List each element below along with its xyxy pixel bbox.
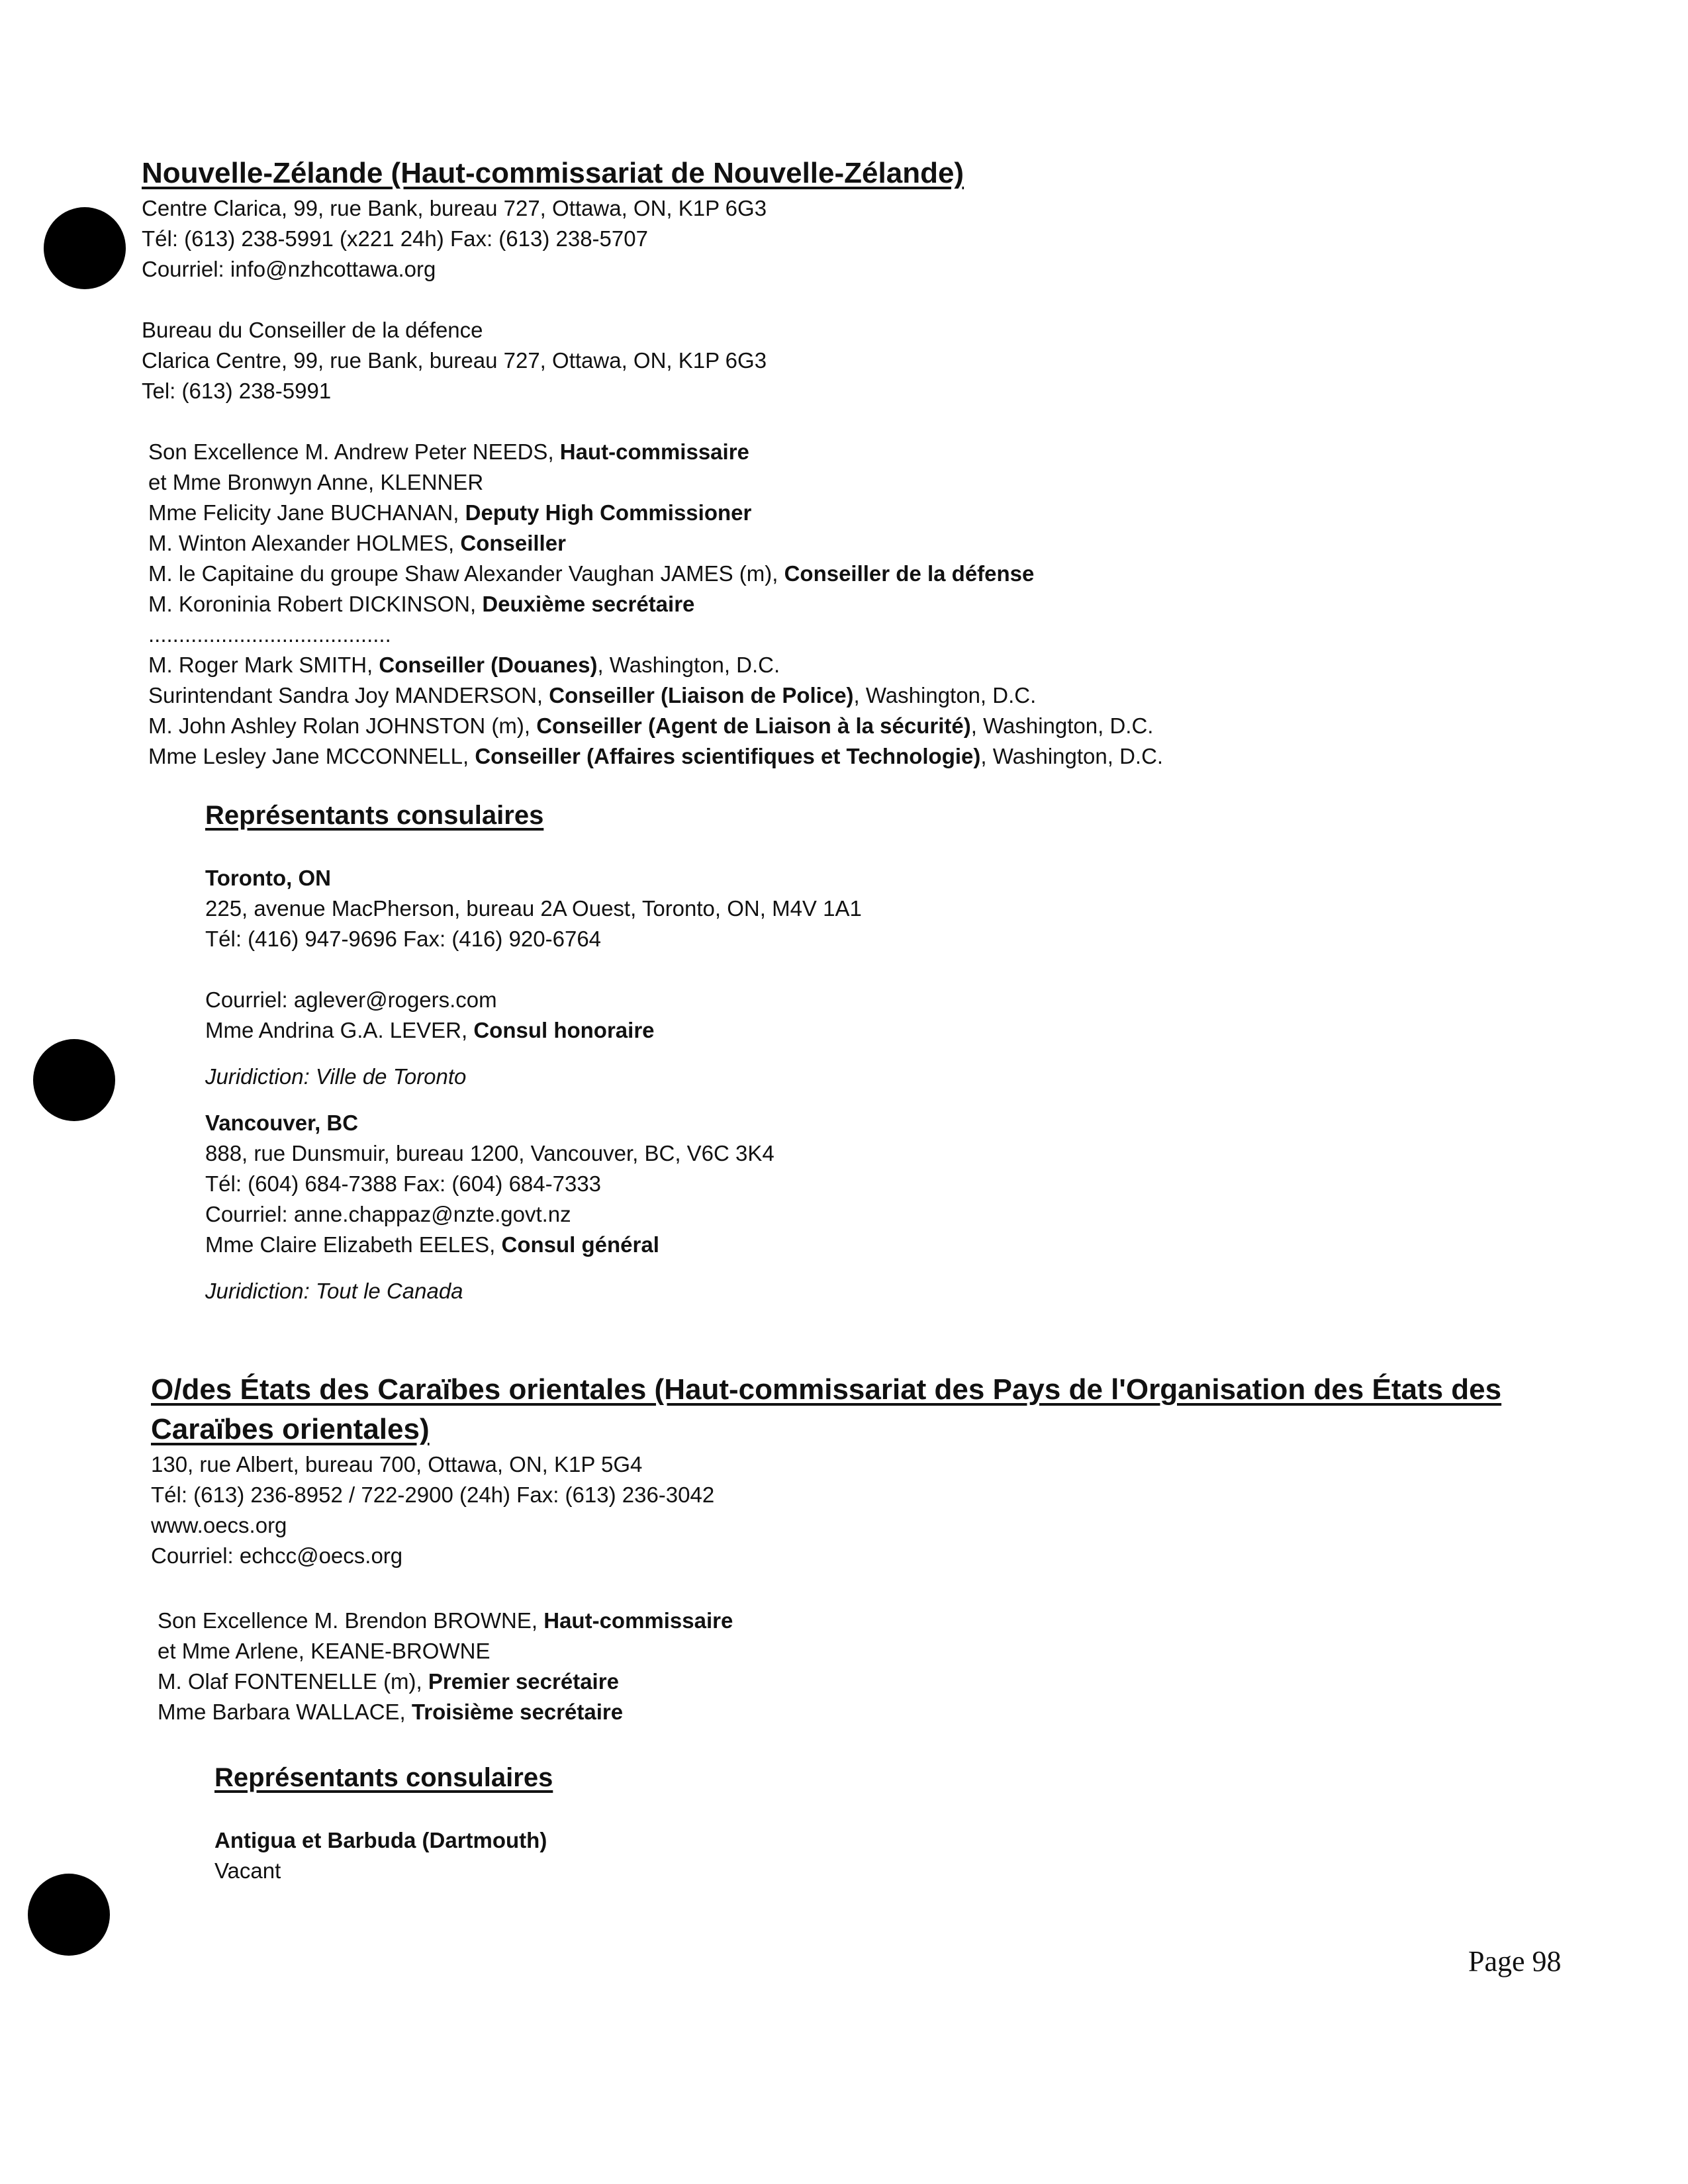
toronto-tel: Tél: (416) 947-9696 Fax: (416) 920-6764 xyxy=(205,927,602,951)
oecs-section xyxy=(151,1370,1501,1571)
antigua-status: Vacant xyxy=(214,1858,281,1883)
oecs-consular-heading: Représentants consulaires xyxy=(214,1763,553,1792)
nz-tel: Tél: (613) 238-5991 (x221 24h) Fax: (613) 238-5707 xyxy=(142,226,648,251)
toronto-city: Toronto, ON xyxy=(205,866,332,890)
oecs-title-line1: O/des États des Caraïbes orientales (Haut-commissariat des Pays de l'Organisation des États des xyxy=(151,1373,1502,1406)
list-item: M. Koroninia Robert DICKINSON, Deuxième secrétaire xyxy=(148,592,695,616)
vancouver-person: Mme Claire Elizabeth EELES, Consul général xyxy=(205,1232,659,1257)
antigua-city: Antigua et Barbuda (Dartmouth) xyxy=(214,1828,547,1852)
oecs-consular-section xyxy=(214,1760,553,1886)
page-number: Page 98 xyxy=(1468,1945,1562,1978)
oecs-address: 130, rue Albert, bureau 700, Ottawa, ON, K1P 5G4 xyxy=(151,1452,643,1477)
vancouver-tel: Tél: (604) 684-7388 Fax: (604) 684-7333 xyxy=(205,1171,602,1196)
nz-email: Courriel: info@nzhcottawa.org xyxy=(142,257,436,281)
list-item: M. Winton Alexander HOLMES, Conseiller xyxy=(148,531,566,555)
nz-title: Nouvelle-Zélande (Haut-commissariat de Nouvelle-Zélande) xyxy=(142,157,964,189)
list-item: Mme Barbara WALLACE, Troisième secrétaire xyxy=(158,1700,624,1724)
list-item: et Mme Bronwyn Anne, KLENNER xyxy=(148,470,484,494)
list-item: M. le Capitaine du groupe Shaw Alexander Vaughan JAMES (m), Conseiller de la défense xyxy=(148,561,1035,586)
oecs-web: www.oecs.org xyxy=(151,1513,287,1537)
list-item: Son Excellence M. Andrew Peter NEEDS, Haut-commissaire xyxy=(148,439,749,464)
oecs-tel: Tél: (613) 236-8952 / 722-2900 (24h) Fax: (613) 236-3042 xyxy=(151,1482,715,1507)
list-item: M. John Ashley Rolan JOHNSTON (m), Conseiller (Agent de Liaison à la sécurité), Washington, D.C. xyxy=(148,713,1154,738)
toronto-person: Mme Andrina G.A. LEVER, Consul honoraire xyxy=(205,1018,655,1042)
punch-hole-bottom xyxy=(28,1874,110,1956)
list-item: Mme Lesley Jane MCCONNELL, Conseiller (Affaires scientifiques et Technologie), Washington, D.C. xyxy=(148,744,1164,768)
nz-consular-heading: Représentants consulaires xyxy=(205,801,544,830)
nz-defence-address: Clarica Centre, 99, rue Bank, bureau 727, Ottawa, ON, K1P 6G3 xyxy=(142,348,767,373)
list-item: Son Excellence M. Brendon BROWNE, Haut-commissaire xyxy=(158,1608,733,1633)
toronto-jurisdiction: Juridiction: Ville de Toronto xyxy=(205,1064,467,1089)
nz-address: Centre Clarica, 99, rue Bank, bureau 727, Ottawa, ON, K1P 6G3 xyxy=(142,196,767,220)
nz-staff-list xyxy=(148,437,1163,772)
punch-hole-top xyxy=(44,207,126,289)
oecs-title-line2: Caraïbes orientales) xyxy=(151,1413,430,1445)
list-item: Surintendant Sandra Joy MANDERSON, Conseiller (Liaison de Police), Washington, D.C. xyxy=(148,683,1037,707)
list-item: M. Olaf FONTENELLE (m), Premier secrétaire xyxy=(158,1669,619,1694)
toronto-address: 225, avenue MacPherson, bureau 2A Ouest, Toronto, ON, M4V 1A1 xyxy=(205,896,862,921)
oecs-staff-list xyxy=(158,1606,733,1727)
vancouver-address: 888, rue Dunsmuir, bureau 1200, Vancouver, BC, V6C 3K4 xyxy=(205,1141,774,1165)
nz-section xyxy=(142,154,964,406)
punch-hole-middle xyxy=(33,1039,115,1121)
nz-defence-office: Bureau du Conseiller de la défence xyxy=(142,318,483,342)
toronto-email: Courriel: aglever@rogers.com xyxy=(205,987,497,1012)
list-item: et Mme Arlene, KEANE-BROWNE xyxy=(158,1639,491,1663)
vancouver-jurisdiction: Juridiction: Tout le Canada xyxy=(205,1279,463,1303)
nz-consular-section xyxy=(205,798,862,1306)
list-item: Mme Felicity Jane BUCHANAN, Deputy High Commissioner xyxy=(148,500,752,525)
oecs-email: Courriel: echcc@oecs.org xyxy=(151,1543,403,1568)
list-item: M. Roger Mark SMITH, Conseiller (Douanes), Washington, D.C. xyxy=(148,653,780,677)
vancouver-email: Courriel: anne.chappaz@nzte.govt.nz xyxy=(205,1202,571,1226)
vancouver-city: Vancouver, BC xyxy=(205,1111,359,1135)
list-divider-dots: ........................................ xyxy=(148,622,391,647)
nz-defence-tel: Tel: (613) 238-5991 xyxy=(142,379,332,403)
